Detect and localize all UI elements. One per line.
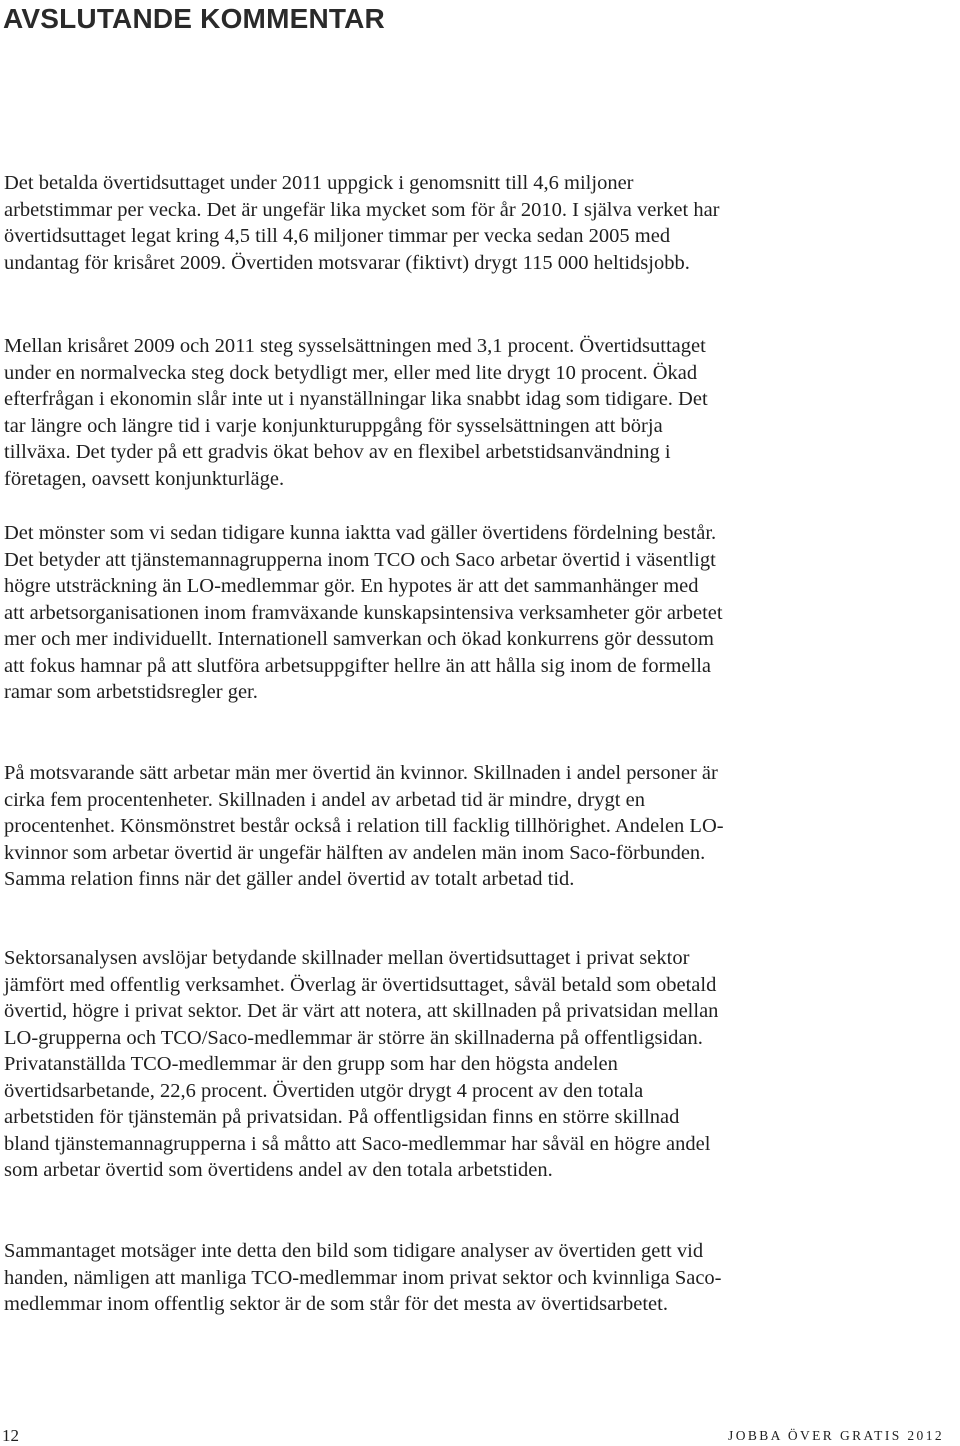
paragraph-sector-analysis: Sektorsanalysen avslöjar betydande skillnader mellan övertidsuttaget i privat sektor jämfört med offentlig verksamhet. Överlag är övertidsuttaget, såväl betald som obetald övertid, högre i privat sektor. Det är värt att notera, att skillnaden på privatsidan mellan LO-grupperna och TCO/Saco-medlemmar är större än skillnaderna på offentligsidan. Privatanställda TCO-medlemmar är den grupp som har den högsta andelen övertidsarbetande, 22,6 procent. Övertiden utgör drygt 4 procent av den totala arbetstiden för tjänstemän på privatsidan. På offentligsidan finns en större skillnad bland tjänstemannagrupperna i så måtto att Saco-medlemmar har såväl en högre andel som arbetar övertid som övertidens andel av den totala arbetstiden. [4,947,719,1181]
paragraph-union-distribution: Det mönster som vi sedan tidigare kunna iaktta vad gäller övertidens fördelning består. Det betyder att tjänstemannagrupperna inom TCO och Saco arbetar övertid i väsentligt högre utsträckning än LO-medlemmar gör. En hypotes är att det sammanhänger med att arbetsorganisationen inom framväxande kunskapsintensiva verksamheter gör arbetet mer och mer individuellt. Internationell samverkan och ökad konkurrens gör dessutom att fokus hamnar på att slutföra arbetsuppgifter hellre än att hålla sig inom de formella ramar som arbetstidsregler ger. [4,522,723,703]
page-heading: AVSLUTANDE KOMMENTAR [3,3,385,34]
paragraph-summary: Sammantaget motsäger inte detta den bild som tidigare analyser av övertiden gett vid handen, nämligen att manliga TCO-medlemmar inom privat sektor och kvinnliga Saco-medlemmar inom offentlig sektor är de som står för det mesta av övertidsarbetet. [4,1240,722,1315]
page-number: 12 [2,1426,19,1445]
paragraph-overtime-volume: Det betalda övertidsuttaget under 2011 uppgick i genomsnitt till 4,6 miljoner arbetstimmar per vecka. Det är ungefär lika mycket som för år 2010. I själva verket har övertidsuttaget legat kring 4,5 till 4,6 miljoner timmar per vecka sedan 2005 med undantag för krisåret 2009. Övertiden motsvarar (fiktivt) drygt 115 000 heltidsjobb. [4,172,720,274]
running-footer-title: JOBBA ÖVER GRATIS 2012 [728,1428,944,1443]
paragraph-gender-differences: På motsvarande sätt arbetar män mer övertid än kvinnor. Skillnaden i andel personer är cirka fem procentenheter. Skillnaden i andel av arbetad tid är mindre, drygt en procentenhet. Könsmönstret består också i relation till facklig tillhörighet. Andelen LO-kvinnor som arbetar övertid är ungefär hälften av andelen män inom Saco-förbunden. Samma relation finns när det gäller andel övertid av totalt arbetad tid. [4,762,724,890]
paragraph-employment-growth: Mellan krisåret 2009 och 2011 steg sysselsättningen med 3,1 procent. Övertidsuttaget under en normalvecka steg dock betydligt mer, eller med lite drygt 10 procent. Ökad efterfrågan i ekonomin slår inte ut i nyanställningar lika snabbt idag som tidigare. Det tar längre och längre tid i varje konjunkturuppgång för sysselsättningen att börja tillväxa. Det tyder på ett gradvis ökat behov av en flexibel arbetstidsanvändning i företagen, oavsett konjunkturläge. [4,335,708,490]
